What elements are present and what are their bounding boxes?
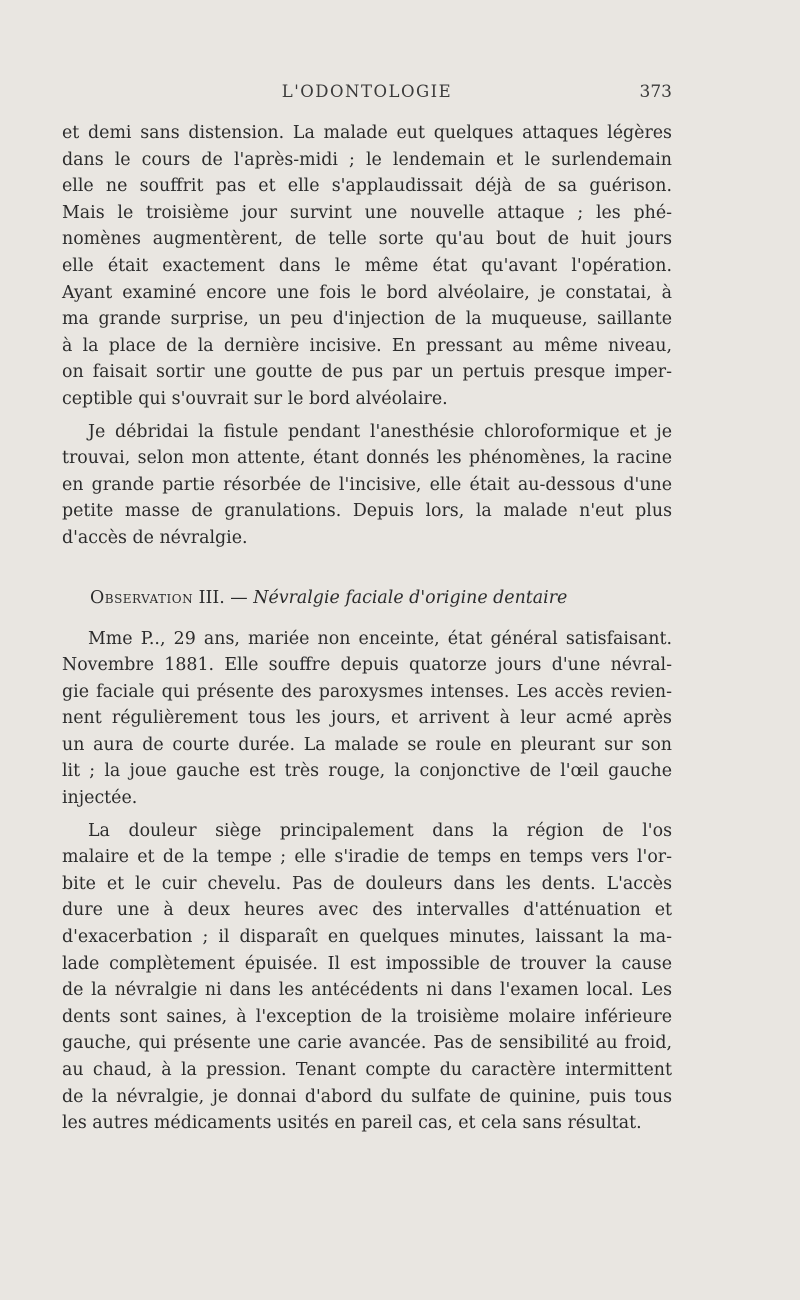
text-line: La douleur siège principalement dans la région de l'os — [88, 820, 672, 841]
text-line: les autres médicaments usités en pareil cas, et cela sans résultat. — [62, 1113, 642, 1134]
text-line: ma grande surprise, un peu d'injection de la muqueuse, saillante — [62, 309, 672, 330]
page-number: 373 — [639, 82, 672, 102]
paragraph — [62, 419, 672, 552]
text-line: gie faciale qui présente des paroxysmes intenses. Les accès revien- — [62, 681, 672, 702]
observation-title — [62, 584, 672, 612]
page-header — [62, 82, 672, 106]
text-line: de la névralgie ni dans les antécédents ni dans l'examen local. Les — [62, 980, 672, 1001]
observation-label: Observation — [90, 587, 194, 608]
paragraph — [62, 626, 672, 812]
text-line: lade complètement épuisée. Il est impossible de trouver la cause — [62, 953, 672, 974]
text-line: et demi sans distension. La malade eut quelques attaques légères — [62, 123, 672, 143]
text-line: d'accès de névralgie. — [62, 527, 248, 548]
text-line: injectée. — [62, 788, 138, 809]
text-section-2 — [62, 626, 672, 1137]
text-line: petite masse de granulations. Depuis lors, la malade n'eut plus — [62, 501, 672, 522]
text-line: elle était exactement dans le même état qu'avant l'opération. — [62, 255, 672, 276]
text-line: ceptible qui s'ouvrait sur le bord alvéolaire. — [62, 388, 448, 409]
text-line: dure une à deux heures avec des intervalles d'atténuation et — [62, 900, 672, 921]
text-line: nomènes augmentèrent, de telle sorte qu'au bout de huit jours — [62, 229, 672, 250]
text-line: malaire et de la tempe ; elle s'iradie de temps en temps vers l'or- — [62, 847, 672, 868]
running-title: L'ODONTOLOGIE — [281, 82, 453, 101]
text-line: Mme P.., 29 ans, mariée non enceinte, état général satisfaisant. — [88, 628, 672, 649]
text-section-1 — [62, 120, 672, 552]
text-line: d'exacerbation ; il disparaît en quelques minutes, laissant la ma- — [62, 927, 672, 948]
text-line: lit ; la joue gauche est très rouge, la conjonctive de l'œil gauche — [62, 761, 672, 782]
text-line: trouvai, selon mon attente, étant donnés les phénomènes, la racine — [62, 448, 672, 469]
paragraph — [62, 120, 672, 413]
text-line: elle ne souffrit pas et elle s'applaudissait déjà de sa guérison. — [62, 176, 672, 197]
text-line: dans le cours de l'après-midi ; le lendemain et le surlendemain — [62, 149, 672, 170]
text-line: de la névralgie, je donnai d'abord du sulfate de quinine, puis tous — [62, 1086, 672, 1107]
text-line: Je débridai la fistule pendant l'anesthésie chloroformique et je — [88, 421, 672, 442]
text-line: gauche, qui présente une carie avancée. Pas de sensibilité au froid, — [62, 1033, 672, 1054]
text-line: Mais le troisième jour survint une nouvelle attaque ; les phé- — [62, 202, 672, 223]
observation-number: III. — — [198, 587, 248, 608]
paragraph — [62, 818, 672, 1137]
text-line: on faisait sortir une goutte de pus par un pertuis presque imper- — [62, 362, 672, 383]
observation-subject: Névralgie faciale d'origine dentaire — [253, 587, 568, 608]
text-line: un aura de courte durée. La malade se roule en pleurant sur son — [62, 734, 672, 755]
text-line: nent régulièrement tous les jours, et arrivent à leur acmé après — [62, 708, 672, 729]
text-line: bite et le cuir chevelu. Pas de douleurs dans les dents. L'accès — [62, 873, 672, 894]
text-line: Novembre 1881. Elle souffre depuis quatorze jours d'une névral- — [62, 655, 672, 676]
text-line: au chaud, à la pression. Tenant compte du caractère intermittent — [62, 1060, 672, 1080]
text-line: dents sont saines, à l'exception de la troisième molaire inférieure — [62, 1006, 672, 1027]
text-line: Ayant examiné encore une fois le bord alvéolaire, je constatai, à — [62, 282, 672, 303]
page-body — [62, 120, 672, 1137]
text-line: à la place de la dernière incisive. En pressant au même niveau, — [62, 335, 672, 356]
text-line: en grande partie résorbée de l'incisive, elle était au-dessous d'une — [62, 474, 672, 495]
